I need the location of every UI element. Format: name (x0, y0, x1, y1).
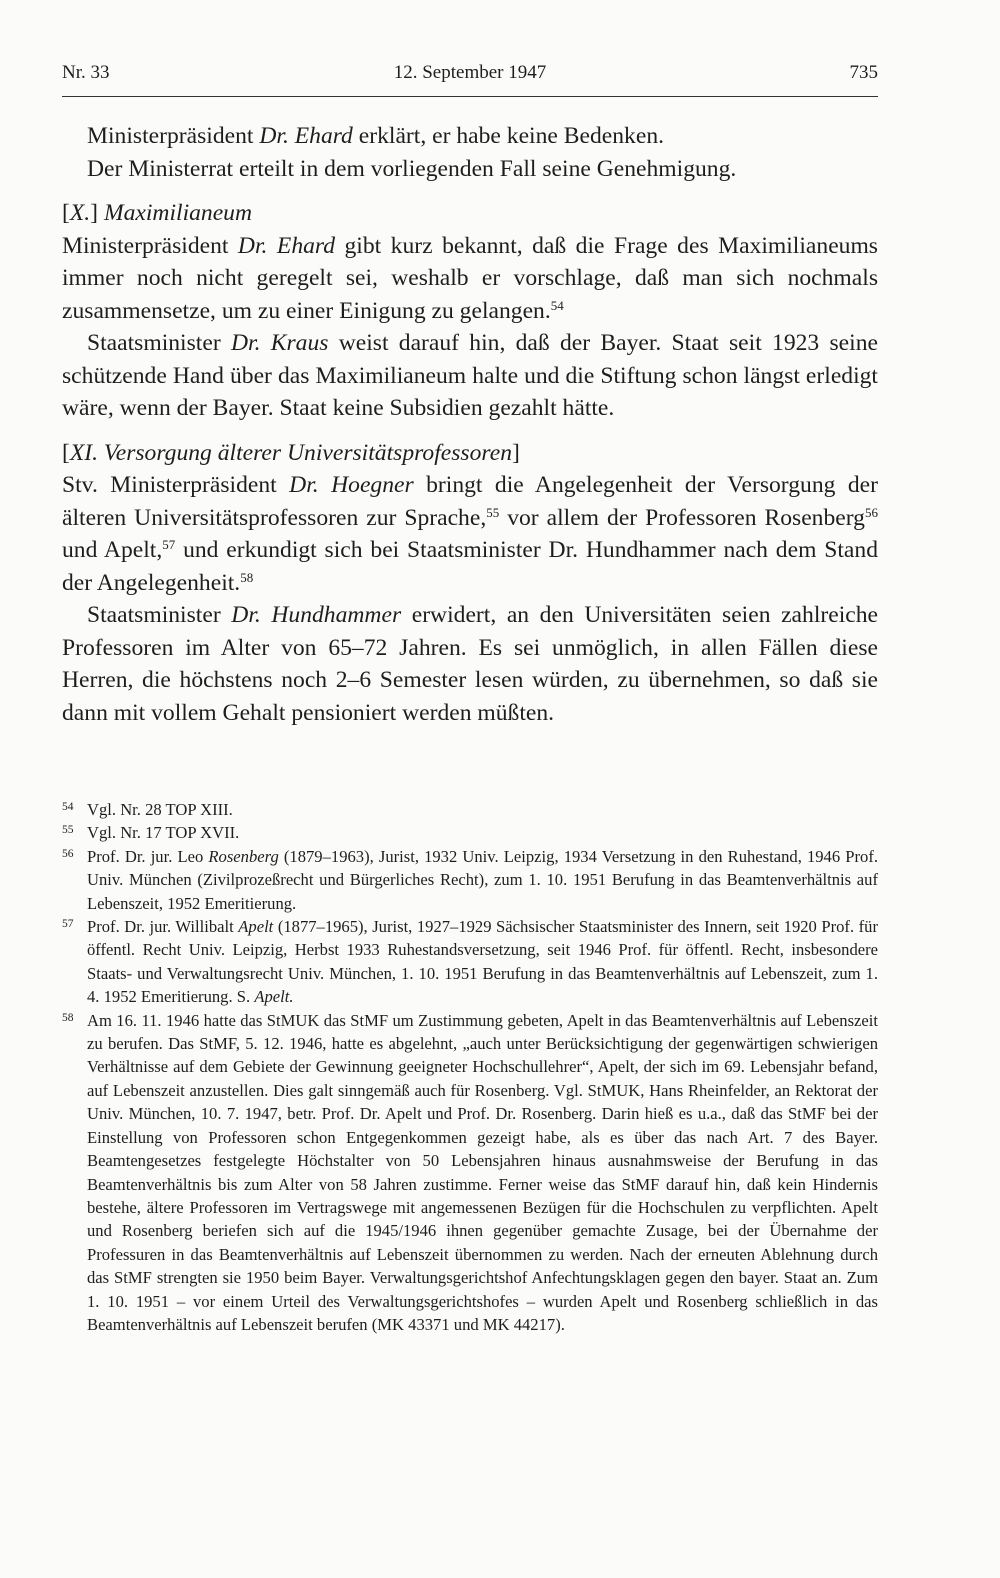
footnote-number: 54 (62, 801, 74, 813)
speaker-name: Dr. Kraus (230, 330, 329, 356)
paragraph (62, 599, 878, 729)
document-number: Nr. 33 (62, 62, 110, 83)
text: erklärt, er habe keine Bedenken. (352, 123, 665, 149)
section-heading-xi (62, 437, 878, 470)
page-number: 735 (849, 62, 878, 83)
text: Staatsminister (87, 602, 232, 628)
footnote-55 (62, 821, 878, 844)
footnote-text: Vgl. Nr. 17 TOP XVII. (87, 823, 240, 843)
paragraph (62, 120, 878, 153)
bracket: ] (90, 200, 99, 226)
footnotes (62, 798, 878, 1336)
text: erwidert, an den Universitäten seien zahlreiche Professoren im Alter von 65–72 Jahren. Es sei unmöglich, in allen Fällen diese Herren, die höchstens noch 2–6 Semester lesen würden, zu übernehmen, so daß sie dann mit vollem Gehalt pensioniert werden müßten. (62, 602, 879, 726)
bracket: ] (512, 439, 520, 466)
text: Stv. Ministerpräsident (62, 472, 290, 498)
text: Staatsminister (87, 330, 231, 356)
footnote-58 (62, 1009, 878, 1337)
paragraph (62, 327, 878, 425)
section-title: Maximilianeum (103, 200, 253, 226)
footnote-text: (1877–1965), Jurist, 1927–1929 Sächsischer Staatsminister des Innern, seit 1920 Prof. für öffentl. Recht Univ. Leipzig, Herbst 1933 Ruhestandsversetzung, seit 1946 Prof. für öffentl. Recht, insbesondere Staats- und Verwaltungsrecht Univ. München, 1. 10. 1951 Berufung in das Beamtenverhältnis auf Lebenszeit, zum 1. 4. 1952 Emeritierung. S. (87, 917, 878, 1007)
footnote-ref: 57 (162, 537, 176, 552)
person-name: Rosenberg (208, 846, 279, 866)
footnote-56 (62, 845, 878, 915)
paragraph: Der Ministerrat erteilt in dem vorliegenden Fall seine Genehmigung. (87, 155, 737, 182)
header-date: 12. September 1947 (393, 62, 547, 83)
footnote-number: 56 (62, 847, 74, 860)
footnote-ref: 55 (486, 504, 500, 520)
reference-name: Apelt. (254, 987, 294, 1007)
footnote-text: Vgl. Nr. 28 TOP XIII. (87, 800, 233, 819)
paragraph (62, 230, 878, 328)
section-number: X. (69, 200, 91, 226)
footnote-number: 55 (62, 824, 74, 837)
footnote-57 (62, 915, 878, 1009)
speaker-name: Dr. Hundhammer (231, 602, 402, 628)
footnote-text: Prof. Dr. jur. Willibalt (87, 917, 239, 937)
text: gibt kurz bekannt, daß die Frage des Maximilianeums immer noch nicht geregelt sei, weshalb er vorschlage, daß man sich nochmals zusammensetze, um zu einer Einigung zu gelangen. (62, 232, 878, 324)
footnote-number: 57 (62, 918, 74, 931)
footnote-ref: 56 (864, 504, 878, 520)
section-heading-x (62, 197, 878, 230)
text: vor allem der Professoren Rosenberg (499, 504, 865, 531)
speaker-name: Dr. Ehard (237, 232, 336, 259)
bracket: [ (62, 200, 70, 226)
running-header (62, 60, 878, 97)
text: bringt die Angelegenheit der Versorgung der älteren Universitätsprofessoren zur Sprache, (62, 472, 878, 531)
speaker-name: Dr. Hoegner (289, 472, 414, 498)
text: Ministerpräsident (62, 232, 238, 259)
speaker-name: Dr. Ehard (259, 123, 353, 149)
footnote-text: Am 16. 11. 1946 hatte das StMUK das StMF um Zustimmung gebeten, Apelt in das Beamtenverhältnis auf Lebenszeit zu berufen. Das StMF, 5. 12. 1946, hatte es abgelehnt, „auch unter Berücksichtigung der gegenwärtigen schwierigen Verhältnisse auf dem Gebiete der Gewinnung geeigneter Hochschullehrer“, Apelt, der sich im 69. Lebensjahr befand, auf Lebenszeit anzustellen. Dies galt sinngemäß auch für Rosenberg. Vgl. StMUK, Hans Rheinfelder, an Rektorat der Univ. München, 10. 7. 1947, betr. Prof. Dr. Apelt und Prof. Dr. Rosenberg. Darin hieß es u.a., daß das StMF bei der Einstellung von Professoren schon Entgegenkommen gezeigt habe, als es über das nach Art. 7 des Bayer. Beamtengesetzes festgelegte Höchstalter von 50 Lebensjahren hinaus ausnahmsweise der Berufung in das Beamtenverhältnis bis zum Alter von 58 Jahren zustimme. Ferner weise das StMF darauf hin, daß kein Hindernis bestehe, ältere Professoren im Vertragswege mit angemessenen Bezügen für die Hochschulen zu verpflichten. Apelt und Rosenberg beriefen sich auf die 1945/1946 ihnen gegenüber gemachte Zusage, bei der Übernahme der Professuren in das Beamtenverhältnis auf Lebenszeit übernommen zu werden. Nach der erneuten Ablehnung durch das StMF strengten sie 1950 beim Bayer. Verwaltungsgerichtshof Anfechtungsklagen gegen den bayer. Staat an. Zum 1. 10. 1951 – vor einem Urteil des Verwaltungsgerichtshofes – wurden Apelt und Rosenberg schließlich in das Beamtenverhältnis auf Lebenszeit berufen (MK 43371 und MK 44217). (87, 1010, 878, 1334)
footnote-54 (62, 798, 878, 821)
footnote-text: Prof. Dr. jur. Leo (87, 846, 209, 866)
footnote-text: (1879–1963), Jurist, 1932 Univ. Leipzig, 1934 Versetzung in den Ruhestand, 1946 Prof. Univ. München (Zivilprozeßrecht und Bürgerliches Recht), zum 1. 10. 1951 Berufung in das Beamtenverhältnis auf Lebenszeit, 1952 Emeritierung. (87, 846, 878, 913)
paragraph (62, 469, 878, 599)
main-text (62, 120, 878, 729)
section-title: XI. Versorgung älterer Universitätsprofessoren (69, 439, 512, 466)
footnote-ref: 58 (240, 569, 254, 585)
text: und Apelt, (62, 537, 163, 563)
text: Ministerpräsident (87, 123, 260, 149)
bracket: [ (62, 439, 70, 466)
footnote-ref: 54 (550, 297, 564, 313)
text: weist darauf hin, daß der Bayer. Staat seit 1923 seine schützende Hand über das Maximilianeum halte und die Stiftung schon längst erledigt wäre, wenn der Bayer. Staat keine Subsidien gezahlt hätte. (62, 330, 878, 421)
person-name: Apelt (238, 917, 274, 937)
footnote-number: 58 (62, 1011, 74, 1024)
text: und erkundigt sich bei Staatsminister Dr. Hundhammer nach dem Stand der Angelegenheit. (62, 537, 879, 596)
